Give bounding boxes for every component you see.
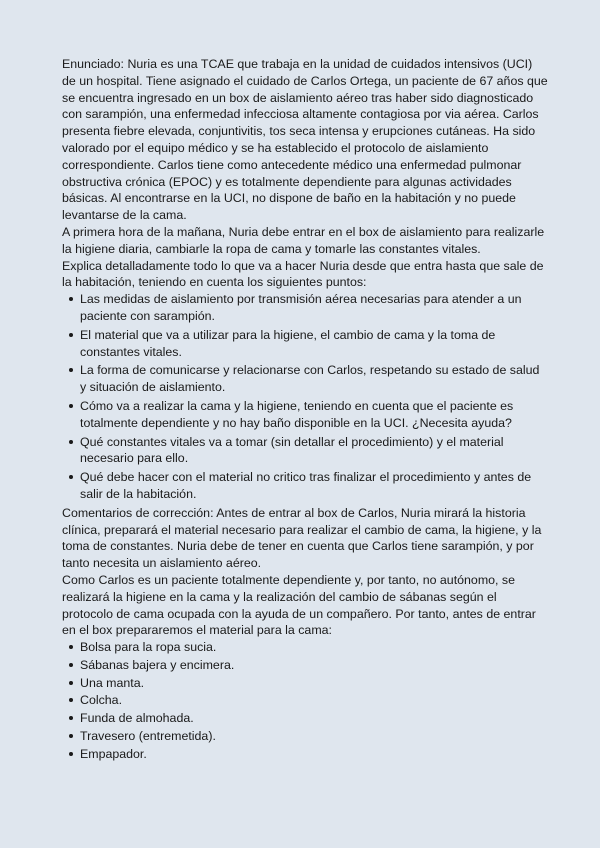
list-item: Empapador. (80, 746, 548, 763)
list-item: Bolsa para la ropa sucia. (80, 639, 548, 656)
list-item: Qué debe hacer con el material no critico tras finalizar el procedimiento y antes de salir de la habitación. (80, 469, 548, 503)
morning-paragraph: A primera hora de la mañana, Nuria debe entrar en el box de aislamiento para realizarle la higiene diaria, cambiarle la ropa de cama y tomarle las constantes vitales. (62, 224, 545, 256)
instructions-paragraph: Explica detalladamente todo lo que va a hacer Nuria desde que entra hasta que sale de la habitación, teniendo en cuenta los siguientes puntos: (62, 258, 544, 290)
list-item: Cómo va a realizar la cama y la higiene, teniendo en cuenta que el paciente es totalmente dependiente y no hay baño disponible en la UCI. ¿Necesita ayuda? (80, 398, 548, 432)
list-item: Una manta. (80, 675, 548, 692)
points-list (62, 291, 548, 503)
correction-comments-paragraph: Comentarios de corrección: Antes de entrar al box de Carlos, Nuria mirará la historia clínica, preparará el material necesario para realizar el cambio de cama, la higiene, y la toma de constantes. Nuria debe de tener en cuenta que Carlos tiene sarampión, y por tanto necesita un aislamiento aéreo. (62, 505, 542, 571)
dependent-patient-paragraph: Como Carlos es un paciente totalmente dependiente y, por tanto, no autónomo, se realizará la higiene en la cama y la realización del cambio de sábanas según el protocolo de cama ocupada con la ayuda de un compañero. Por tanto, antes de entrar en el box prepararemos el material para la cama: (62, 572, 536, 638)
list-item: Funda de almohada. (80, 710, 548, 727)
bed-material-list (62, 639, 548, 763)
enunciado-paragraph: Enunciado: Nuria es una TCAE que trabaja en la unidad de cuidados intensivos (UCI) de un hospital. Tiene asignado el cuidado de Carlos Ortega, un paciente de 67 años que se encuentra ingresado en un box de aislamiento aéreo tras haber sido diagnosticado con sarampión, una enfermedad infecciosa altamente contagiosa por via aérea. Carlos presenta fiebre elevada, conjuntivitis, tos seca intensa y erupciones cutáneas. Ha sido valorado por el equipo médico y se ha establecido el protocolo de aislamiento correspondiente. Carlos tiene como antecedente médico una enfermedad pulmonar obstructiva crónica (EPOC) y es totalmente dependiente para algunas actividades básicas. Al encontrarse en la UCI, no dispone de baño en la habitación y no puede levantarse de la cama. (62, 57, 548, 223)
document-body (62, 56, 548, 764)
list-item: Travesero (entremetida). (80, 728, 548, 745)
list-item: Las medidas de aislamiento por transmisión aérea necesarias para atender a un paciente con sarampión. (80, 291, 548, 325)
list-item: El material que va a utilizar para la higiene, el cambio de cama y la toma de constantes vitales. (80, 327, 548, 361)
list-item: Colcha. (80, 692, 548, 709)
list-item: Qué constantes vitales va a tomar (sin detallar el procedimiento) y el material necesario para ello. (80, 434, 548, 468)
list-item: Sábanas bajera y encimera. (80, 657, 548, 674)
list-item: La forma de comunicarse y relacionarse con Carlos, respetando su estado de salud y situación de aislamiento. (80, 362, 548, 396)
